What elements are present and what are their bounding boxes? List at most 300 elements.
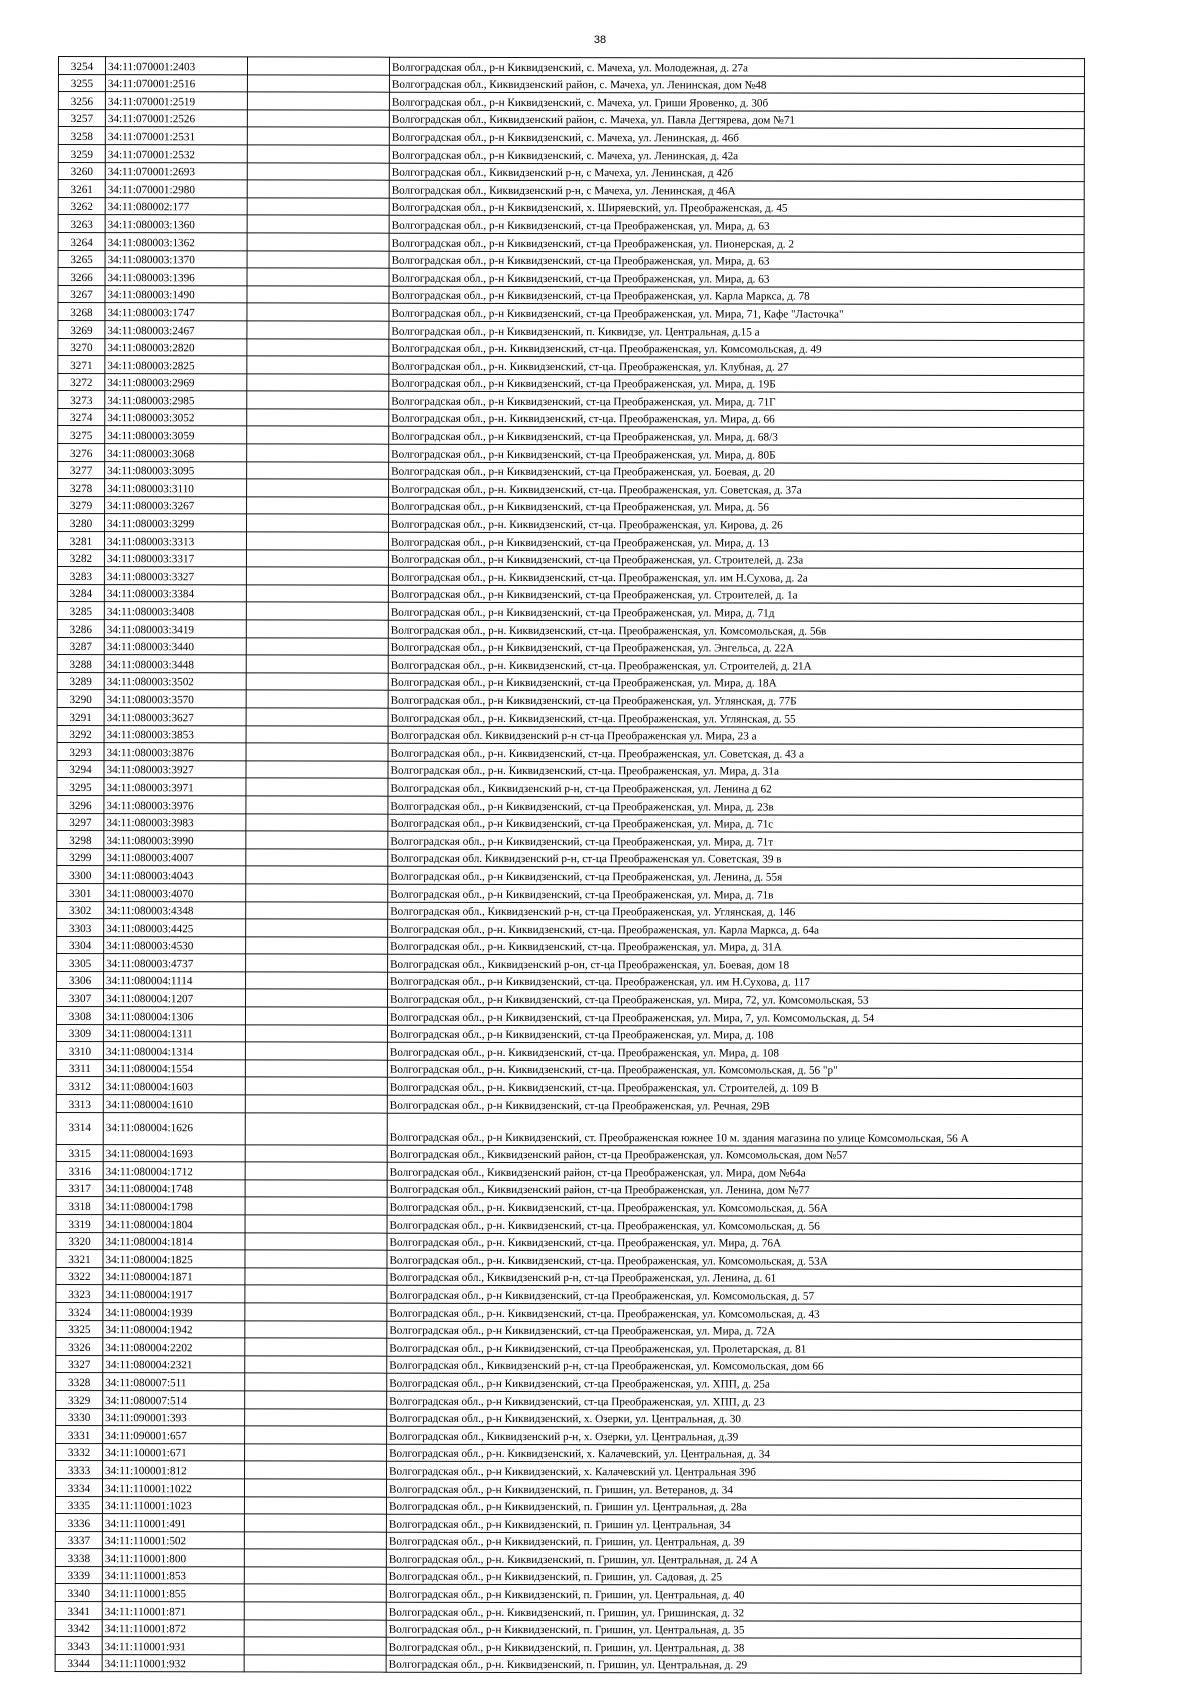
address-cell: Волгоградская обл., р-н. Киквидзенский, ст-ца. Преображенская, ул. им Н.Сухова, д. 2а — [388, 567, 1083, 586]
empty-cell — [246, 813, 388, 831]
row-number-cell: 3305 — [57, 954, 104, 972]
row-number-cell: 3336 — [55, 1514, 102, 1532]
empty-cell — [245, 1025, 387, 1043]
cadastral-number-cell: 34:11:070001:2516 — [105, 74, 247, 92]
row-number-cell: 3274 — [58, 408, 105, 426]
row-number-cell: 3343 — [55, 1637, 102, 1655]
row-number-cell: 3314 — [56, 1112, 103, 1144]
cadastral-number-cell: 34:11:080003:4070 — [104, 884, 246, 902]
cadastral-number-cell: 34:11:080004:1814 — [103, 1232, 245, 1250]
table-row — [56, 1443, 1082, 1463]
address-cell: Волгоградская обл., р-н Киквидзенский, ст-ца Преображенская, ул. ХПП, д. 25а — [387, 1374, 1082, 1393]
cadastral-number-cell: 34:11:110001:1023 — [102, 1496, 244, 1514]
cadastral-number-cell: 34:11:070001:2693 — [105, 162, 247, 180]
row-number-cell: 3331 — [56, 1426, 103, 1444]
row-number-cell: 3283 — [57, 567, 104, 585]
table-row — [56, 1024, 1082, 1044]
row-number-cell: 3337 — [55, 1531, 102, 1549]
row-number-cell: 3320 — [56, 1232, 103, 1250]
row-number-cell: 3344 — [55, 1654, 102, 1672]
row-number-cell: 3254 — [58, 57, 105, 75]
cadastral-number-cell: 34:11:080003:3095 — [105, 461, 247, 479]
empty-cell — [245, 1338, 387, 1356]
address-cell: Волгоградская обл., Киквидзенский р-н, х. Озерки, ул. Центральная, д.39 — [387, 1426, 1082, 1445]
cadastral-number-cell: 34:11:080003:3971 — [104, 778, 246, 796]
address-cell: Волгоградская обл., р-н Киквидзенский, п. Гришин ул. Центральная, д. 28а — [386, 1497, 1081, 1516]
empty-cell — [244, 1655, 386, 1673]
address-cell: Волгоградская обл., р-н. Киквидзенский, ст-ца. Преображенская, ул. Кирова, д. 26 — [389, 515, 1084, 534]
table-row — [56, 1214, 1082, 1234]
cadastral-number-cell: 34:11:080004:1626 — [103, 1112, 245, 1144]
address-cell: Волгоградская обл., р-н. Киквидзенский, ст-ца. Преображенская, ул. Комсомольская, д. 56А — [387, 1198, 1082, 1217]
address-cell: Волгоградская обл., р-н Киквидзенский, п. Гришин, ул. Центральная, д. 39 — [386, 1532, 1081, 1551]
address-cell: Волгоградская обл., р-н Киквидзенский, ст-ца Преображенская, ул. Мира, д. 108 — [387, 1025, 1082, 1044]
empty-cell — [245, 1232, 387, 1250]
cadastral-number-cell: 34:11:080003:3976 — [104, 796, 246, 814]
empty-cell — [246, 884, 388, 902]
row-number-cell: 3291 — [57, 707, 104, 725]
table-row — [57, 813, 1083, 833]
table-row — [56, 1338, 1082, 1358]
row-number-cell: 3297 — [57, 813, 104, 831]
cadastral-number-cell: 34:11:110001:853 — [102, 1566, 244, 1584]
table-row — [57, 971, 1083, 991]
table-row — [57, 567, 1083, 587]
empty-cell — [247, 286, 389, 304]
row-number-cell: 3256 — [58, 92, 105, 110]
empty-cell — [246, 989, 388, 1007]
cadastral-number-cell: 34:11:080003:4043 — [104, 866, 246, 884]
row-number-cell: 3310 — [56, 1042, 103, 1060]
table-row — [57, 672, 1083, 692]
row-number-cell: 3271 — [58, 356, 105, 374]
cadastral-number-cell: 34:11:080003:1490 — [105, 285, 247, 303]
address-cell: Волгоградская обл., р-н Киквидзенский, ст-ца Преображенская, ул. Мира, д. 71Г — [389, 391, 1084, 410]
cadastral-number-cell: 34:11:090001:393 — [103, 1408, 245, 1426]
empty-cell — [247, 426, 389, 444]
table-row — [56, 1179, 1082, 1199]
empty-cell — [245, 1250, 387, 1268]
row-number-cell: 3263 — [58, 215, 105, 233]
row-number-cell: 3295 — [57, 778, 104, 796]
address-cell: Волгоградская обл., р-н Киквидзенский, ст-ца Преображенская, ул. Мира, 7, ул. Комсомольская, д. 54 — [387, 1007, 1082, 1026]
table-row — [57, 690, 1083, 710]
empty-cell — [245, 1285, 387, 1303]
table-row — [56, 1302, 1082, 1322]
cadastral-number-cell: 34:11:080004:1610 — [103, 1095, 245, 1113]
address-cell: Волгоградская обл., р-н Киквидзенский, п. Гришин ул. Центральная, 34 — [386, 1514, 1081, 1533]
table-row — [58, 356, 1084, 376]
address-cell: Волгоградская обл., р-н Киквидзенский, ст. Преображенская южнее 10 м. здания магазина по улице Комсомольская, 56 А — [387, 1113, 1082, 1146]
address-cell: Волгоградская обл., р-н Киквидзенский, ст-ца Преображенская, ул. Мира, д. 23в — [388, 796, 1083, 815]
table-row — [57, 725, 1083, 745]
address-cell: Волгоградская обл., р-н. Киквидзенский, ст-ца. Преображенская, ул. Мира, д. 31А — [388, 937, 1083, 956]
empty-cell — [244, 1549, 386, 1567]
table-row — [58, 426, 1084, 446]
address-cell: Волгоградская обл., р-н. Киквидзенский, ст-ца. Преображенская, ул. Мира, д. 108 — [387, 1042, 1082, 1061]
row-number-cell: 3334 — [55, 1478, 102, 1496]
row-number-cell: 3284 — [57, 584, 104, 602]
row-number-cell: 3319 — [56, 1214, 103, 1232]
row-number-cell: 3265 — [58, 250, 105, 268]
row-number-cell: 3335 — [55, 1496, 102, 1514]
cadastral-number-cell: 34:11:080003:3267 — [105, 496, 247, 514]
empty-cell — [244, 1514, 386, 1532]
table-row — [57, 637, 1083, 657]
row-number-cell: 3273 — [58, 391, 105, 409]
row-number-cell: 3261 — [58, 180, 105, 198]
address-cell: Волгоградская обл., р-н. Киквидзенский, ст-ца. Преображенская, ул. Клубная, д. 27 — [389, 356, 1084, 375]
table-row — [56, 1232, 1082, 1252]
table-row — [55, 1496, 1081, 1516]
cadastral-number-cell: 34:11:110001:932 — [102, 1654, 244, 1672]
empty-cell — [246, 954, 388, 972]
table-row — [55, 1602, 1081, 1622]
empty-cell — [246, 602, 388, 620]
table-row — [58, 74, 1084, 94]
cadastral-number-cell: 34:11:070001:2531 — [105, 127, 247, 145]
empty-cell — [247, 74, 389, 92]
address-cell: Волгоградская обл., Киквидзенский район, ст-ца Преображенская, ул. Комсомольская, дом №57 — [387, 1145, 1082, 1164]
row-number-cell: 3266 — [58, 268, 105, 286]
table-row — [55, 1549, 1081, 1569]
cadastral-number-cell: 34:11:080003:4425 — [104, 919, 246, 937]
cadastral-number-cell: 34:11:070001:2980 — [105, 180, 247, 198]
cadastral-number-cell: 34:11:080003:3440 — [104, 637, 246, 655]
table-row — [58, 57, 1084, 77]
cadastral-number-cell: 34:11:080004:1942 — [103, 1320, 245, 1338]
empty-cell — [245, 1197, 387, 1215]
cadastral-number-cell: 34:11:080003:3927 — [104, 760, 246, 778]
row-number-cell: 3288 — [57, 655, 104, 673]
row-number-cell: 3278 — [58, 479, 105, 497]
row-number-cell: 3328 — [56, 1373, 103, 1391]
table-row — [55, 1531, 1081, 1551]
cadastral-number-cell: 34:11:080003:2820 — [105, 338, 247, 356]
empty-cell — [245, 1060, 387, 1078]
address-cell: Волгоградская обл., р-н Киквидзенский, х. Калачевский ул. Центральная 39б — [387, 1462, 1082, 1481]
address-cell: Волгоградская обл., р-н. Киквидзенский, ст-ца. Преображенская, ул. Мира, д. 31а — [388, 761, 1083, 780]
address-cell: Волгоградская обл. Киквидзенский р-н ст-ца Преображенская ул. Мира, 23 а — [388, 726, 1083, 745]
cadastral-number-cell: 34:11:080004:1114 — [104, 971, 246, 989]
table-row — [56, 1267, 1082, 1287]
table-row — [58, 303, 1084, 323]
cadastral-number-cell: 34:11:100001:812 — [103, 1461, 245, 1479]
table-row — [56, 1320, 1082, 1340]
empty-cell — [244, 1602, 386, 1620]
address-cell: Волгоградская обл., р-н Киквидзенский, ст-ца Преображенская, ул. Мира, д. 63 — [389, 216, 1084, 235]
address-cell: Волгоградская обл., р-н Киквидзенский, ст-ца Преображенская, ул. Мира, д. 13 — [388, 532, 1083, 551]
address-cell: Волгоградская обл., р-н Киквидзенский, ст-ца Преображенская, ул. Мира, д. 68/3 — [389, 427, 1084, 446]
empty-cell — [244, 1567, 386, 1585]
table-row — [57, 848, 1083, 868]
cadastral-number-cell: 34:11:080004:1825 — [103, 1250, 245, 1268]
empty-cell — [247, 110, 389, 128]
table-row — [58, 496, 1084, 516]
table-row — [56, 1112, 1082, 1146]
table-row — [55, 1654, 1081, 1674]
registry-table — [55, 56, 1085, 1675]
table-row — [58, 461, 1084, 481]
empty-cell — [245, 1356, 387, 1374]
table-row — [56, 1426, 1082, 1446]
empty-cell — [245, 1145, 387, 1163]
row-number-cell: 3304 — [57, 936, 104, 954]
empty-cell — [246, 919, 388, 937]
row-number-cell: 3338 — [55, 1549, 102, 1567]
table-row — [56, 1373, 1082, 1393]
table-row — [56, 1162, 1082, 1182]
address-cell: Волгоградская обл., р-н Киквидзенский, ст-ца. Преображенская, ул. им Н.Сухова, д. 117 — [388, 972, 1083, 991]
empty-cell — [245, 1373, 387, 1391]
address-cell: Волгоградская обл., р-н Киквидзенский, с. Мачеха, ул. Гриши Яровенко, д. 30б — [389, 92, 1084, 111]
row-number-cell: 3298 — [57, 831, 104, 849]
table-row — [58, 408, 1084, 428]
address-cell: Волгоградская обл., р-н Киквидзенский, ст-ца Преображенская, ул. Мира, 72, ул. Комсомольская, 53 — [388, 990, 1083, 1009]
address-cell: Волгоградская обл. Киквидзенский р-н, ст-ца Преображенская ул. Советская, 39 в — [388, 849, 1083, 868]
empty-cell — [247, 198, 389, 216]
empty-cell — [246, 743, 388, 761]
cadastral-number-cell: 34:11:080004:1693 — [103, 1144, 245, 1162]
table-row — [58, 92, 1084, 112]
row-number-cell: 3276 — [58, 444, 105, 462]
address-cell: Волгоградская обл., р-н Киквидзенский, ст-ца Преображенская, ул. Речная, 29В — [387, 1095, 1082, 1114]
cadastral-number-cell: 34:11:080004:1603 — [103, 1077, 245, 1095]
table-row — [58, 268, 1084, 288]
empty-cell — [245, 1426, 387, 1444]
address-cell: Волгоградская обл., Киквидзенский р-н, ст-ца Преображенская, ул. Ленина д 62 — [388, 779, 1083, 798]
table-row — [55, 1619, 1081, 1639]
address-cell: Волгоградская обл., р-н. Киквидзенский, п. Гришин, ул. Гришинская, д. 32 — [386, 1602, 1081, 1621]
empty-cell — [246, 831, 388, 849]
table-row — [56, 1144, 1082, 1164]
address-cell: Волгоградская обл., р-н Киквидзенский, ст-ца Преображенская, ул. Мира, д. 63 — [389, 251, 1084, 270]
address-cell: Волгоградская обл., р-н. Киквидзенский, ст-ца. Преображенская, ул. Комсомольская, д. 56 "р" — [387, 1060, 1082, 1079]
table-row — [58, 514, 1084, 534]
address-cell: Волгоградская обл., р-н Киквидзенский, ст-ца Преображенская, ул. Ленина, д. 55я — [388, 867, 1083, 886]
address-cell: Волгоградская обл., р-н. Киквидзенский, ст-ца. Преображенская, ул. Комсомольская, д. 43 — [387, 1303, 1082, 1322]
empty-cell — [246, 708, 388, 726]
empty-cell — [247, 391, 389, 409]
address-cell: Волгоградская обл., р-н Киквидзенский, ст-ца Преображенская, ул. Мира, д. 71д — [388, 603, 1083, 622]
empty-cell — [247, 409, 389, 427]
row-number-cell: 3309 — [56, 1024, 103, 1042]
address-cell: Волгоградская обл., р-н Киквидзенский, ст-ца Преображенская, ул. Мира, д. 71с — [388, 814, 1083, 833]
table-row — [55, 1584, 1081, 1604]
row-number-cell: 3315 — [56, 1144, 103, 1162]
table-row — [55, 1514, 1081, 1534]
table-row — [56, 1408, 1082, 1428]
table-row — [57, 831, 1083, 851]
address-cell: Волгоградская обл., р-н. Киквидзенский, ст-ца. Преображенская, ул. Советская, д. 37а — [389, 479, 1084, 498]
row-number-cell: 3311 — [56, 1059, 103, 1077]
address-cell: Волгоградская обл., р-н. Киквидзенский, ст-ца. Преображенская, ул. Углянская, д. 55 — [388, 708, 1083, 727]
address-cell: Волгоградская обл., р-н Киквидзенский, с. Мачеха, ул. Молодежная, д. 27а — [389, 57, 1084, 76]
row-number-cell: 3306 — [57, 971, 104, 989]
empty-cell — [244, 1584, 386, 1602]
cadastral-number-cell: 34:11:070001:2403 — [105, 57, 247, 75]
row-number-cell: 3268 — [58, 303, 105, 321]
empty-cell — [245, 1461, 387, 1479]
address-cell: Волгоградская обл., р-н. Киквидзенский, ст-ца. Преображенская, ул. Мира, д. 66 — [389, 409, 1084, 428]
cadastral-number-cell: 34:11:080003:3876 — [104, 743, 246, 761]
cadastral-number-cell: 34:11:080003:2985 — [105, 391, 247, 409]
cadastral-number-cell: 34:11:080004:1917 — [103, 1285, 245, 1303]
cadastral-number-cell: 34:11:080004:1939 — [103, 1303, 245, 1321]
empty-cell — [247, 92, 389, 110]
row-number-cell: 3281 — [57, 532, 104, 550]
empty-cell — [246, 690, 388, 708]
empty-cell — [247, 215, 389, 233]
cadastral-number-cell: 34:11:080003:3983 — [104, 813, 246, 831]
address-cell: Волгоградская обл., р-н Киквидзенский, ст-ца Преображенская, ул. Мира, д. 56 — [389, 497, 1084, 516]
row-number-cell: 3302 — [57, 901, 104, 919]
address-cell: Волгоградская обл., р-н Киквидзенский, ст-ца Преображенская, ул. Мира, д. 71в — [388, 884, 1083, 903]
empty-cell — [247, 250, 389, 268]
table-row — [58, 215, 1084, 235]
address-cell: Волгоградская обл., р-н Киквидзенский, ст-ца Преображенская, ул. Строителей, д. 1а — [388, 585, 1083, 604]
row-number-cell: 3330 — [56, 1408, 103, 1426]
row-number-cell: 3342 — [55, 1619, 102, 1637]
table-row — [57, 602, 1083, 622]
empty-cell — [245, 1391, 387, 1409]
table-row — [56, 1095, 1082, 1115]
row-number-cell: 3258 — [58, 127, 105, 145]
cadastral-number-cell: 34:11:080004:1748 — [103, 1179, 245, 1197]
table-row — [55, 1566, 1081, 1586]
row-number-cell: 3341 — [55, 1602, 102, 1620]
cadastral-number-cell: 34:11:080004:1311 — [103, 1024, 245, 1042]
registry-table-body — [55, 57, 1084, 1675]
row-number-cell: 3301 — [57, 883, 104, 901]
address-cell: Волгоградская обл., р-н Киквидзенский, с. Мачеха, ул. Ленинская, д. 46б — [389, 128, 1084, 147]
empty-cell — [246, 532, 388, 550]
table-row — [57, 743, 1083, 763]
empty-cell — [247, 479, 389, 497]
table-row — [56, 1007, 1082, 1027]
table-row — [57, 778, 1083, 798]
address-cell: Волгоградская обл., Киквидзенский район, с. Мачеха, ул. Ленинская, дом №48 — [389, 75, 1084, 94]
table-row — [57, 655, 1083, 675]
table-row — [57, 866, 1083, 886]
address-cell: Волгоградская обл., р-н. Киквидзенский, ст-ца. Преображенская, ул. Строителей, д. 21А — [388, 655, 1083, 674]
row-number-cell: 3324 — [56, 1302, 103, 1320]
row-number-cell: 3285 — [57, 602, 104, 620]
empty-cell — [247, 497, 389, 515]
row-number-cell: 3340 — [55, 1584, 102, 1602]
address-cell: Волгоградская обл., Киквидзенский р-н, с Мачеха, ул. Ленинская, д 42б — [389, 163, 1084, 182]
cadastral-number-cell: 34:11:080007:514 — [103, 1391, 245, 1409]
row-number-cell: 3264 — [58, 232, 105, 250]
row-number-cell: 3339 — [55, 1566, 102, 1584]
cadastral-number-cell: 34:11:080003:2825 — [105, 356, 247, 374]
empty-cell — [244, 1479, 386, 1497]
address-cell: Волгоградская обл., р-н. Киквидзенский, ст-ца. Преображенская, ул. Комсомольская, д. 53А — [387, 1250, 1082, 1269]
cadastral-number-cell: 34:11:070001:2519 — [105, 92, 247, 110]
table-row — [58, 285, 1084, 305]
address-cell: Волгоградская обл., р-н Киквидзенский, ст-ца Преображенская, ул. Мира, д. 71т — [388, 831, 1083, 850]
table-row — [57, 795, 1083, 815]
row-number-cell: 3262 — [58, 197, 105, 215]
row-number-cell: 3270 — [58, 338, 105, 356]
empty-cell — [245, 1320, 387, 1338]
cadastral-number-cell: 34:11:080003:3068 — [105, 444, 247, 462]
row-number-cell: 3294 — [57, 760, 104, 778]
row-number-cell: 3267 — [58, 285, 105, 303]
cadastral-number-cell: 34:11:110001:800 — [102, 1549, 244, 1567]
row-number-cell: 3286 — [57, 619, 104, 637]
cadastral-number-cell: 34:11:080004:1314 — [103, 1042, 245, 1060]
empty-cell — [245, 1162, 387, 1180]
cadastral-number-cell: 34:11:080003:1747 — [105, 303, 247, 321]
address-cell: Волгоградская обл., р-н Киквидзенский, ст-ца Преображенская, ул. Боевая, д. 20 — [389, 462, 1084, 481]
table-row — [58, 144, 1084, 164]
address-cell: Волгоградская обл., р-н. Киквидзенский, ст-ца. Преображенская, ул. Комсомольская, д. 56в — [388, 620, 1083, 639]
row-number-cell: 3326 — [56, 1338, 103, 1356]
table-row — [55, 1478, 1081, 1498]
cadastral-number-cell: 34:11:080003:3627 — [104, 708, 246, 726]
cadastral-number-cell: 34:11:110001:872 — [102, 1619, 244, 1637]
row-number-cell: 3321 — [56, 1250, 103, 1268]
empty-cell — [246, 849, 388, 867]
empty-cell — [247, 374, 389, 392]
cadastral-number-cell: 34:11:080003:3448 — [104, 655, 246, 673]
address-cell: Волгоградская обл., р-н. Киквидзенский, ст-ца. Преображенская, ул. Комсомольская, д. 49 — [389, 339, 1084, 358]
row-number-cell: 3327 — [56, 1355, 103, 1373]
table-row — [58, 373, 1084, 393]
empty-cell — [245, 1303, 387, 1321]
table-row — [56, 1390, 1082, 1410]
empty-cell — [245, 1268, 387, 1286]
cadastral-number-cell: 34:11:080003:4348 — [104, 901, 246, 919]
row-number-cell: 3325 — [56, 1320, 103, 1338]
empty-cell — [246, 761, 388, 779]
table-row — [57, 549, 1083, 569]
table-row — [57, 619, 1083, 639]
empty-cell — [245, 1408, 387, 1426]
row-number-cell: 3307 — [57, 989, 104, 1007]
table-row — [58, 320, 1084, 340]
address-cell: Волгоградская обл., Киквидзенский район, с. Мачеха, ул. Павла Дегтярева, дом №71 — [389, 110, 1084, 129]
address-cell: Волгоградская обл., Киквидзенский р-н, с Мачеха, ул. Ленинская, д 46А — [389, 180, 1084, 199]
address-cell: Волгоградская обл., р-н Киквидзенский, х. Ширяевский, ул. Преображенская, д. 45 — [389, 198, 1084, 217]
row-number-cell: 3299 — [57, 848, 104, 866]
empty-cell — [246, 620, 388, 638]
table-row — [57, 954, 1083, 974]
table-row — [56, 1197, 1082, 1217]
cadastral-number-cell: 34:11:090001:657 — [103, 1426, 245, 1444]
row-number-cell: 3279 — [58, 496, 105, 514]
empty-cell — [246, 901, 388, 919]
page-number: 38 — [593, 34, 607, 46]
empty-cell — [246, 866, 388, 884]
table-row — [56, 1461, 1082, 1481]
empty-cell — [245, 1095, 387, 1113]
address-cell: Волгоградская обл., р-н Киквидзенский, ст-ца Преображенская, ул. Комсомольская, д. 57 — [387, 1286, 1082, 1305]
address-cell: Волгоградская обл., Киквидзенский р-н, ст-ца Преображенская, ул. Углянская, д. 146 — [388, 902, 1083, 921]
cadastral-number-cell: 34:11:080004:1804 — [103, 1215, 245, 1233]
cadastral-number-cell: 34:11:080003:1396 — [105, 268, 247, 286]
address-cell: Волгоградская обл., р-н Киквидзенский, ст-ца Преображенская, ул. Пролетарская, д. 81 — [387, 1338, 1082, 1357]
cadastral-number-cell: 34:11:110001:491 — [102, 1514, 244, 1532]
address-cell: Волгоградская обл., Киквидзенский р-он, ст-ца Преображенская, ул. Боевая, дом 18 — [388, 954, 1083, 973]
row-number-cell: 3332 — [56, 1443, 103, 1461]
cadastral-number-cell: 34:11:080004:1712 — [103, 1162, 245, 1180]
row-number-cell: 3272 — [58, 373, 105, 391]
cadastral-number-cell: 34:11:100001:671 — [103, 1443, 245, 1461]
table-row — [56, 1250, 1082, 1270]
cadastral-number-cell: 34:11:080007:511 — [103, 1373, 245, 1391]
